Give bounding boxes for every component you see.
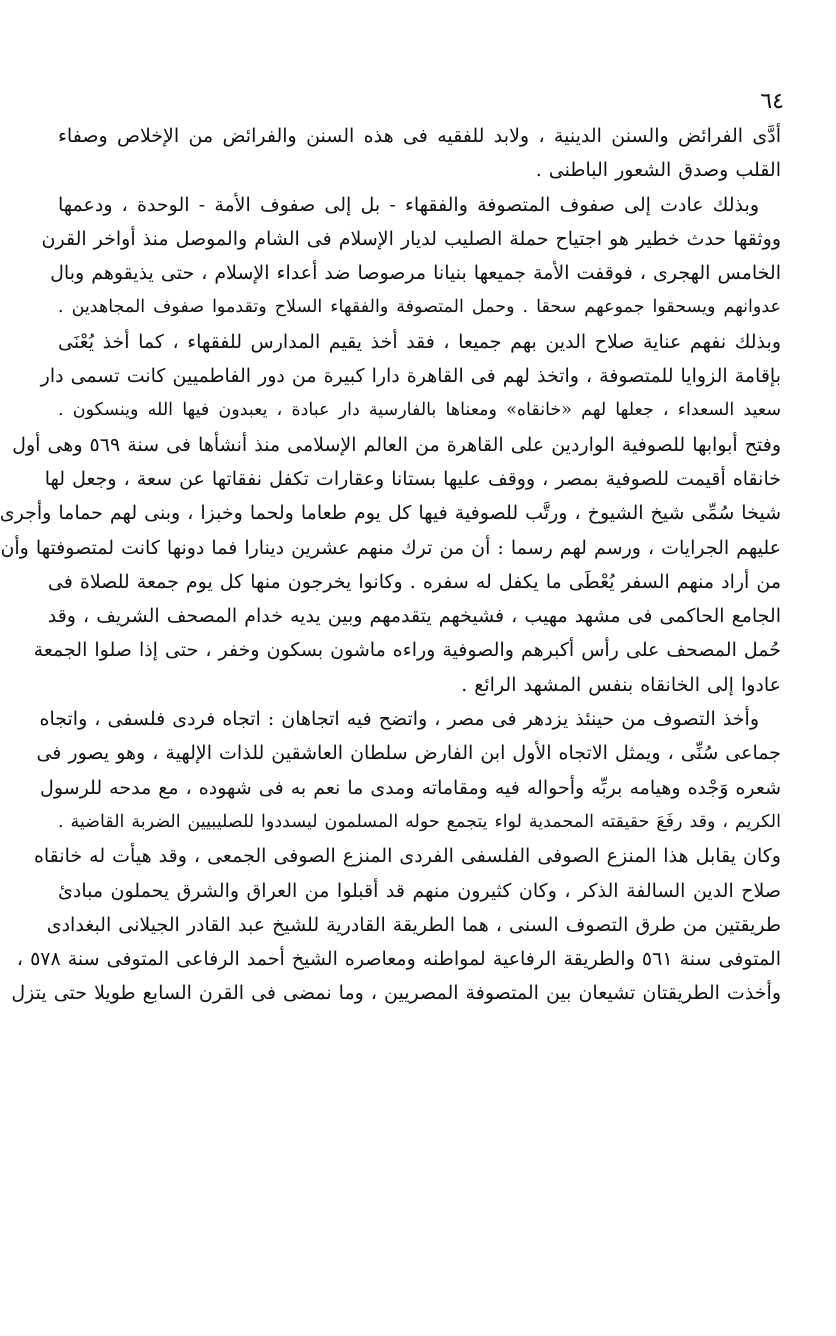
text-line: عادوا إلى الخانقاه بنفس المشهد الرائع . [461, 673, 781, 696]
text-line: ووثقها حدث خطير هو اجتياح حملة الصليب لديار الإسلام فى الشام والموصل منذ أواخر القرن [41, 227, 781, 250]
text-line: وأخذت الطريقتان تشيعان بين المتصوفة المصريين ، وما نمضى فى القرن السابع طويلا حتى يتزل [11, 982, 781, 1005]
text-line: سعيد السعداء ، جعلها لهم «خانقاه» ومعناها بالفارسية دار عبادة ، يعبدون فيها الله وينسكون . [58, 400, 781, 421]
text-line: وبذلك عادت إلى صفوف المتصوفة والفقهاء - بل إلى صفوف الأمة - الوحدة ، ودعمها [58, 193, 759, 216]
page-body-text [0, 119, 781, 1011]
text-line: عليهم الجرايات ، ورسم لهم رسما : أن من ترك منهم عشرين دينارا فما دونها كانت لمتصوفتها وأن [0, 536, 781, 559]
page-number: ٦٤ [760, 89, 784, 114]
text-line: وبذلك نفهم عناية صلاح الدين بهم جميعا ، فقد أخذ يقيم المدارس للفقهاء ، كما أخذ يُعْنَى [58, 330, 781, 353]
text-line: خانقاه أقيمت للصوفية بمصر ، ووقف عليها بستانا وعقارات تكفل نفقاتها عن سعة ، وجعل لها [44, 467, 781, 490]
text-line: صلاح الدين السالفة الذكر ، وكان كثيرون منهم قد أقبلوا من العراق والشرق يحملون مبادئ [58, 879, 781, 902]
text-line: بإقامة الزوايا للمتصوفة ، واتخذ لهم فى القاهرة دارا كبيرة من دور الفاطميين كانت تسمى دار [40, 365, 781, 388]
text-line: أدَّى الفرائض والسنن الدينية ، ولابد للفقيه فى هذه السنن والفرائض من الإخلاص وصفاء [58, 125, 781, 147]
text-line: الكريم ، وقد رفَعَ حقيقته المحمدية لواء يتجمع حوله المسلمون ليسددوا للصليبيين الضربة القاضية . [58, 811, 781, 832]
text-line: المتوفى سنة ٥٦١ والطريقة الرفاعية لمواطنه ومعاصره الشيخ أحمد الرفاعى المتوفى سنة ٥٧٨ ، [16, 948, 781, 971]
text-line: الخامس الهجرى ، فوقفت الأمة جميعها بنيانا مرصوصا ضد أعداء الإسلام ، حتى يذيقوهم وبال [50, 262, 781, 285]
text-line: وأخذ التصوف من حينئذ يزدهر فى مصر ، واتضح فيه اتجاهان : اتجاه فردى فلسفى ، واتجاه [39, 708, 759, 731]
text-line: من أراد منهم السفر يُعْطَى ما يكفل له سفره . وكانوا يخرجون منها كل يوم جمعة للصلاة فى [47, 570, 781, 593]
text-line: شعره وَجْده وهيامه بربِّه وأحواله فيه ومقاماته ومدى ما نعم به فى شهوده ، مع مدحه للرسول [40, 776, 781, 799]
text-line: وكان يقابل هذا المنزع الصوفى الفلسفى الفردى المنزع الصوفى الجمعى ، وقد هيأت له خانقاه [33, 845, 781, 868]
text-line: القلب وصدق الشعور الباطنى . [535, 159, 781, 182]
text-line: عدوانهم ويسحقوا جموعهم سحقا . وحمل المتصوفة والفقهاء السلاح وتقدموا صفوف المجاهدين . [58, 297, 781, 318]
text-line: الجامع الحاكمى فى مشهد مهيب ، فشيخهم يتقدمهم وبين يديه خدام المصحف الشريف ، وقد [47, 605, 781, 628]
text-line: جماعى سُنِّى ، ويمثل الاتجاه الأول ابن الفارض سلطان العاشقين للذات الإلهية ، وهو يصور فى [36, 742, 781, 765]
text-line: طريقتين من طرق التصوف السنى ، هما الطريقة القادرية للشيخ عبد القادر الجيلانى البغدادى [46, 913, 781, 936]
text-line: وفتح أبوابها للصوفية الواردين على القاهرة من العالم الإسلامى منذ أنشأها فى سنة ٥٦٩ وهى أول [12, 433, 781, 456]
text-line: حُمل المصحف على رأس أكبرهم والصوفية وراءه ماشون بسكون وخفر ، حتى إذا صلوا الجمعة [33, 639, 781, 662]
text-line: شيخا سُمِّى شيخ الشيوخ ، ورتَّب للصوفية فيها كل يوم طعاما ولحما وخبزا ، وبنى لهم حماما وأجرى [0, 502, 781, 525]
